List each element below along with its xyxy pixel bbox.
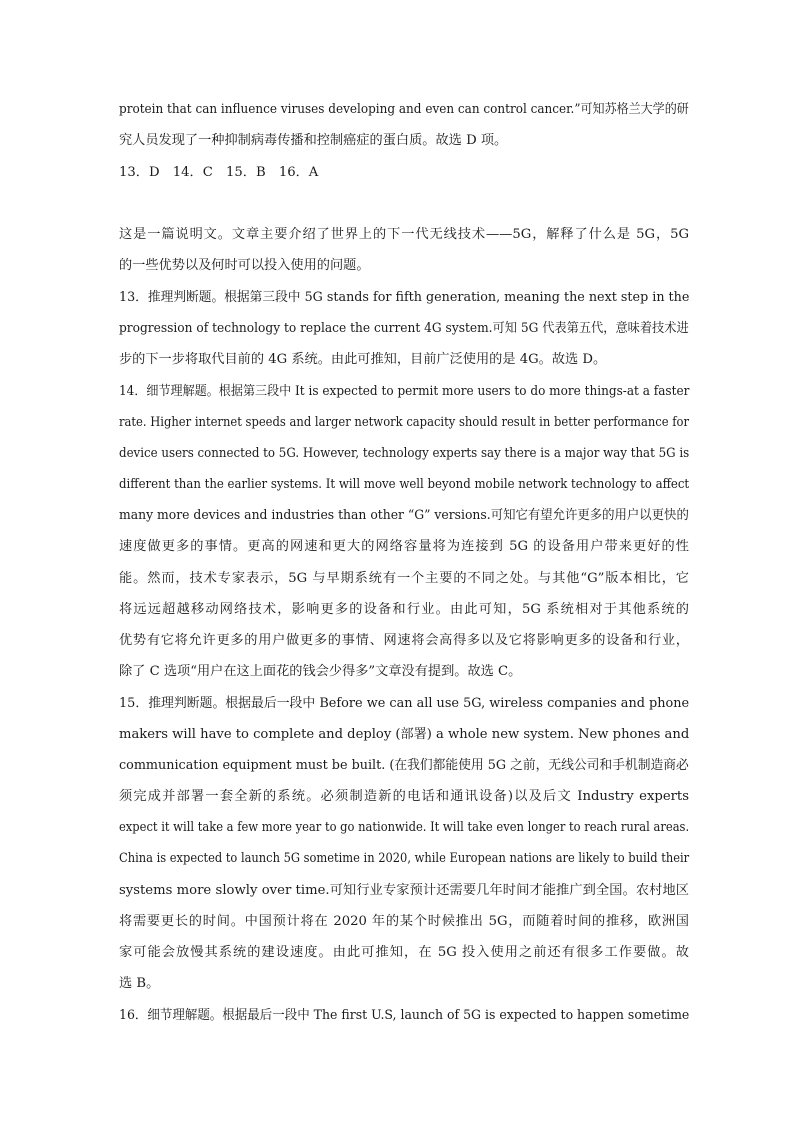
- text-line: different than the earlier systems. It will move well beyond mobile network technology to affect: [119, 477, 690, 492]
- text-line: China is expected to launch 5G sometime in 2020, while European nations are likely to build their: [119, 851, 690, 866]
- text-line: device users connected to 5G. However, technology experts say there is a major way that 5G is: [119, 446, 690, 461]
- text-line: 步的下一步将取代目前的 4G 系统。由此可推知，目前广泛使用的是 4G。故选 D。: [119, 352, 607, 367]
- text-line: 能。然而，技术专家表示，5G 与早期系统有一个主要的不同之处。与其他“G”版本相比，它: [119, 571, 689, 586]
- text-line: 14．细节理解题。根据第三段中 It is expected to permit more users to do more things-at a faster: [119, 384, 690, 399]
- text-line: 速度做更多的事情。更高的网速和更大的网络容量将为连接到 5G 的设备用户带来更好的性: [119, 539, 689, 554]
- text-line: systems more slowly over time.可知行业专家预计还需要几年时间才能推广到全国。农村地区: [119, 883, 689, 898]
- text-line: 13．推理判断题。根据第三段中 5G stands for fifth generation, meaning the next step in the: [119, 290, 690, 305]
- text-line: 16．细节理解题。根据最后一段中 The first U.S, launch of 5G is expected to happen sometime: [119, 1008, 690, 1023]
- text-line: 优势有它将允许更多的用户做更多的事情、网速将会高得多以及它将影响更多的设备和行业，: [119, 633, 689, 648]
- text-line: many more devices and industries than other “G” versions.可知它有望允许更多的用户以更快的: [119, 508, 689, 523]
- text-line: protein that can influence viruses developing and even can control cancer.”可知苏格兰大学的研: [119, 102, 689, 117]
- text-line: 家可能会放慢其系统的建设速度。由此可推知，在 5G 投入使用之前还有很多工作要做。故: [119, 945, 689, 960]
- text-line: 将需要更长的时间。中国预计将在 2020 年的某个时候推出 5G，而随着时间的推移，欧洲国: [119, 914, 689, 929]
- text-line: 将远远超越移动网络技术，影响更多的设备和行业。由此可知，5G 系统相对于其他系统的: [119, 602, 689, 617]
- answer-key-line: 13．D 14．C 15．B 16．A: [119, 165, 319, 180]
- text-line: 选 B。: [119, 976, 160, 991]
- text-line: rate. Higher internet speeds and larger network capacity should result in better performance for: [119, 415, 689, 430]
- text-line: progression of technology to replace the current 4G system.可知 5G 代表第五代，意味着技术进: [119, 321, 689, 336]
- text-line: 15．推理判断题。根据最后一段中 Before we can all use 5G, wireless companies and phone: [119, 696, 690, 711]
- text-line: 这是一篇说明文。文章主要介绍了世界上的下一代无线技术——5G，解释了什么是 5G，5G: [119, 227, 689, 242]
- text-line: 除了 C 选项“用户在这上面花的钱会少得多”文章没有提到。故选 C。: [119, 664, 522, 679]
- text-line: makers will have to complete and deploy (部署) a whole new system. New phones and: [119, 727, 690, 742]
- text-line: communication equipment must be built. (在我们都能使用 5G 之前，无线公司和手机制造商必: [119, 758, 689, 773]
- text-line: 的一些优势以及何时可以投入使用的问题。: [119, 258, 370, 273]
- text-line: 究人员发现了一种抑制病毒传播和控制癌症的蛋白质。故选 D 项。: [119, 133, 508, 148]
- text-line: expect it will take a few more year to go nationwide. It will take even longer to reach rural areas.: [119, 820, 690, 835]
- text-line: 须完成并部署一套全新的系统。必须制造新的电话和通讯设备)以及后文 Industry experts: [119, 789, 689, 804]
